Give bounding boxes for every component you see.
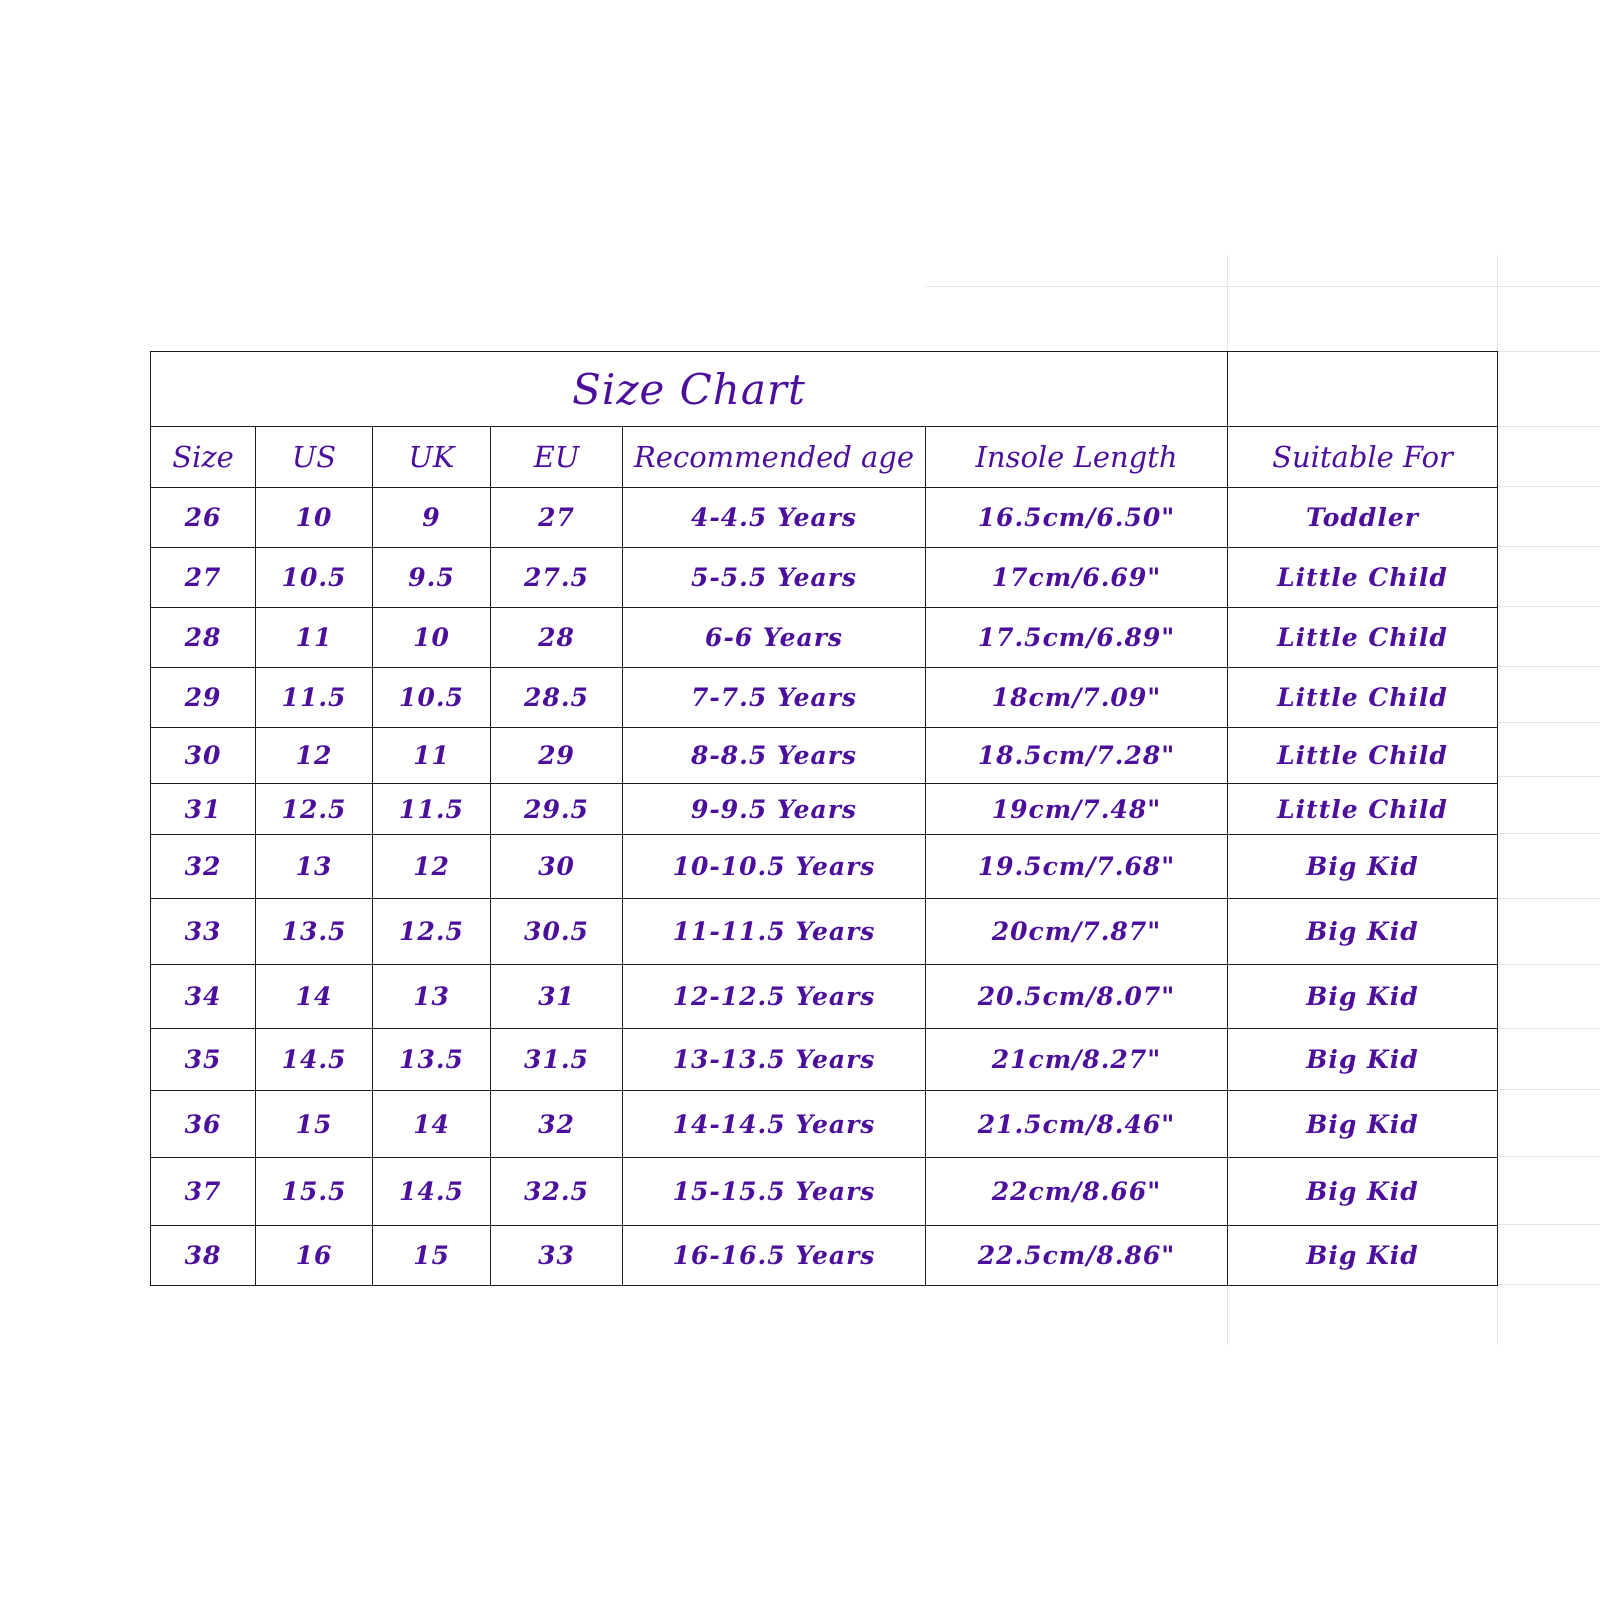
column-header-suitable-for: Suitable For xyxy=(1228,427,1498,488)
ghost-grid-line xyxy=(1497,1028,1600,1029)
insole-length-cell: 16.5cm/6.50" xyxy=(926,488,1228,548)
recommended-age-cell: 4-4.5 Years xyxy=(623,488,926,548)
size-cell: 38 xyxy=(151,1226,256,1286)
ghost-grid-line xyxy=(1497,722,1600,723)
insole-length-cell: 21cm/8.27" xyxy=(926,1029,1228,1091)
eu-cell: 27.5 xyxy=(491,548,623,608)
uk-cell: 13.5 xyxy=(373,1029,491,1091)
column-header-us: US xyxy=(256,427,373,488)
insole-length-cell: 20cm/7.87" xyxy=(926,899,1228,965)
suitable-for-cell: Big Kid xyxy=(1228,1226,1498,1286)
insole-length-cell: 17.5cm/6.89" xyxy=(926,608,1228,668)
eu-cell: 32.5 xyxy=(491,1158,623,1226)
suitable-for-cell: Little Child xyxy=(1228,548,1498,608)
recommended-age-cell: 11-11.5 Years xyxy=(623,899,926,965)
recommended-age-cell: 10-10.5 Years xyxy=(623,835,926,899)
size-cell: 34 xyxy=(151,965,256,1029)
recommended-age-cell: 12-12.5 Years xyxy=(623,965,926,1029)
table-row xyxy=(151,965,1498,1029)
ghost-grid-line xyxy=(1497,351,1600,352)
table-row xyxy=(151,835,1498,899)
insole-length-cell: 18.5cm/7.28" xyxy=(926,728,1228,784)
size-cell: 33 xyxy=(151,899,256,965)
uk-cell: 9.5 xyxy=(373,548,491,608)
size-cell: 27 xyxy=(151,548,256,608)
eu-cell: 32 xyxy=(491,1091,623,1158)
ghost-grid-line xyxy=(1497,1156,1600,1157)
us-cell: 14.5 xyxy=(256,1029,373,1091)
ghost-grid-line xyxy=(1497,776,1600,777)
ghost-grid-line xyxy=(1497,606,1600,607)
suitable-for-cell: Big Kid xyxy=(1228,835,1498,899)
us-cell: 14 xyxy=(256,965,373,1029)
table-row xyxy=(151,728,1498,784)
us-cell: 13.5 xyxy=(256,899,373,965)
insole-length-cell: 22cm/8.66" xyxy=(926,1158,1228,1226)
table-row xyxy=(151,899,1498,965)
suitable-for-cell: Big Kid xyxy=(1228,899,1498,965)
insole-length-cell: 22.5cm/8.86" xyxy=(926,1226,1228,1286)
uk-cell: 11 xyxy=(373,728,491,784)
recommended-age-cell: 5-5.5 Years xyxy=(623,548,926,608)
ghost-grid-line xyxy=(1497,1284,1600,1285)
us-cell: 15 xyxy=(256,1091,373,1158)
us-cell: 11.5 xyxy=(256,668,373,728)
insole-length-cell: 20.5cm/8.07" xyxy=(926,965,1228,1029)
size-cell: 32 xyxy=(151,835,256,899)
ghost-grid-line xyxy=(1497,666,1600,667)
us-cell: 12.5 xyxy=(256,784,373,835)
recommended-age-cell: 13-13.5 Years xyxy=(623,1029,926,1091)
us-cell: 15.5 xyxy=(256,1158,373,1226)
recommended-age-cell: 8-8.5 Years xyxy=(623,728,926,784)
recommended-age-cell: 6-6 Years xyxy=(623,608,926,668)
eu-cell: 29 xyxy=(491,728,623,784)
ghost-grid-line xyxy=(1497,546,1600,547)
recommended-age-cell: 7-7.5 Years xyxy=(623,668,926,728)
insole-length-cell: 19.5cm/7.68" xyxy=(926,835,1228,899)
size-cell: 35 xyxy=(151,1029,256,1091)
eu-cell: 28 xyxy=(491,608,623,668)
ghost-grid-line xyxy=(1497,1089,1600,1090)
uk-cell: 10.5 xyxy=(373,668,491,728)
eu-cell: 28.5 xyxy=(491,668,623,728)
recommended-age-cell: 15-15.5 Years xyxy=(623,1158,926,1226)
size-chart-table xyxy=(150,351,1498,1286)
size-cell: 31 xyxy=(151,784,256,835)
ghost-grid-line xyxy=(1497,426,1600,427)
us-cell: 13 xyxy=(256,835,373,899)
ghost-grid-line xyxy=(1497,1224,1600,1225)
uk-cell: 14 xyxy=(373,1091,491,1158)
table-row xyxy=(151,784,1498,835)
column-header-uk: UK xyxy=(373,427,491,488)
uk-cell: 15 xyxy=(373,1226,491,1286)
ghost-grid-line xyxy=(1497,898,1600,899)
recommended-age-cell: 16-16.5 Years xyxy=(623,1226,926,1286)
suitable-for-cell: Big Kid xyxy=(1228,965,1498,1029)
size-cell: 28 xyxy=(151,608,256,668)
suitable-for-cell: Little Child xyxy=(1228,784,1498,835)
table-row xyxy=(151,1091,1498,1158)
table-row xyxy=(151,668,1498,728)
title-empty-cell xyxy=(1228,352,1498,427)
column-header-recommended-age: Recommended age xyxy=(623,427,926,488)
title-row xyxy=(151,352,1498,427)
size-cell: 30 xyxy=(151,728,256,784)
size-cell: 29 xyxy=(151,668,256,728)
suitable-for-cell: Little Child xyxy=(1228,668,1498,728)
us-cell: 10.5 xyxy=(256,548,373,608)
insole-length-cell: 21.5cm/8.46" xyxy=(926,1091,1228,1158)
table-row xyxy=(151,1029,1498,1091)
uk-cell: 11.5 xyxy=(373,784,491,835)
column-header-eu: EU xyxy=(491,427,623,488)
suitable-for-cell: Toddler xyxy=(1228,488,1498,548)
table-row xyxy=(151,1226,1498,1286)
column-header-insole-length: Insole Length xyxy=(926,427,1228,488)
eu-cell: 31.5 xyxy=(491,1029,623,1091)
insole-length-cell: 18cm/7.09" xyxy=(926,668,1228,728)
header-row xyxy=(151,427,1498,488)
ghost-grid-line xyxy=(1497,833,1600,834)
us-cell: 16 xyxy=(256,1226,373,1286)
size-cell: 37 xyxy=(151,1158,256,1226)
uk-cell: 12 xyxy=(373,835,491,899)
table-row xyxy=(151,488,1498,548)
ghost-grid-line xyxy=(1497,486,1600,487)
us-cell: 10 xyxy=(256,488,373,548)
recommended-age-cell: 14-14.5 Years xyxy=(623,1091,926,1158)
recommended-age-cell: 9-9.5 Years xyxy=(623,784,926,835)
uk-cell: 10 xyxy=(373,608,491,668)
us-cell: 11 xyxy=(256,608,373,668)
insole-length-cell: 19cm/7.48" xyxy=(926,784,1228,835)
eu-cell: 30 xyxy=(491,835,623,899)
ghost-grid-line xyxy=(925,286,1600,287)
size-cell: 26 xyxy=(151,488,256,548)
uk-cell: 12.5 xyxy=(373,899,491,965)
suitable-for-cell: Little Child xyxy=(1228,728,1498,784)
suitable-for-cell: Big Kid xyxy=(1228,1158,1498,1226)
suitable-for-cell: Big Kid xyxy=(1228,1029,1498,1091)
ghost-grid-line xyxy=(1497,964,1600,965)
eu-cell: 29.5 xyxy=(491,784,623,835)
eu-cell: 31 xyxy=(491,965,623,1029)
suitable-for-cell: Little Child xyxy=(1228,608,1498,668)
uk-cell: 9 xyxy=(373,488,491,548)
table-row xyxy=(151,608,1498,668)
suitable-for-cell: Big Kid xyxy=(1228,1091,1498,1158)
column-header-size: Size xyxy=(151,427,256,488)
table-row xyxy=(151,1158,1498,1226)
eu-cell: 30.5 xyxy=(491,899,623,965)
us-cell: 12 xyxy=(256,728,373,784)
insole-length-cell: 17cm/6.69" xyxy=(926,548,1228,608)
uk-cell: 13 xyxy=(373,965,491,1029)
uk-cell: 14.5 xyxy=(373,1158,491,1226)
table-row xyxy=(151,548,1498,608)
chart-title: Size Chart xyxy=(151,352,1228,427)
size-cell: 36 xyxy=(151,1091,256,1158)
eu-cell: 27 xyxy=(491,488,623,548)
eu-cell: 33 xyxy=(491,1226,623,1286)
